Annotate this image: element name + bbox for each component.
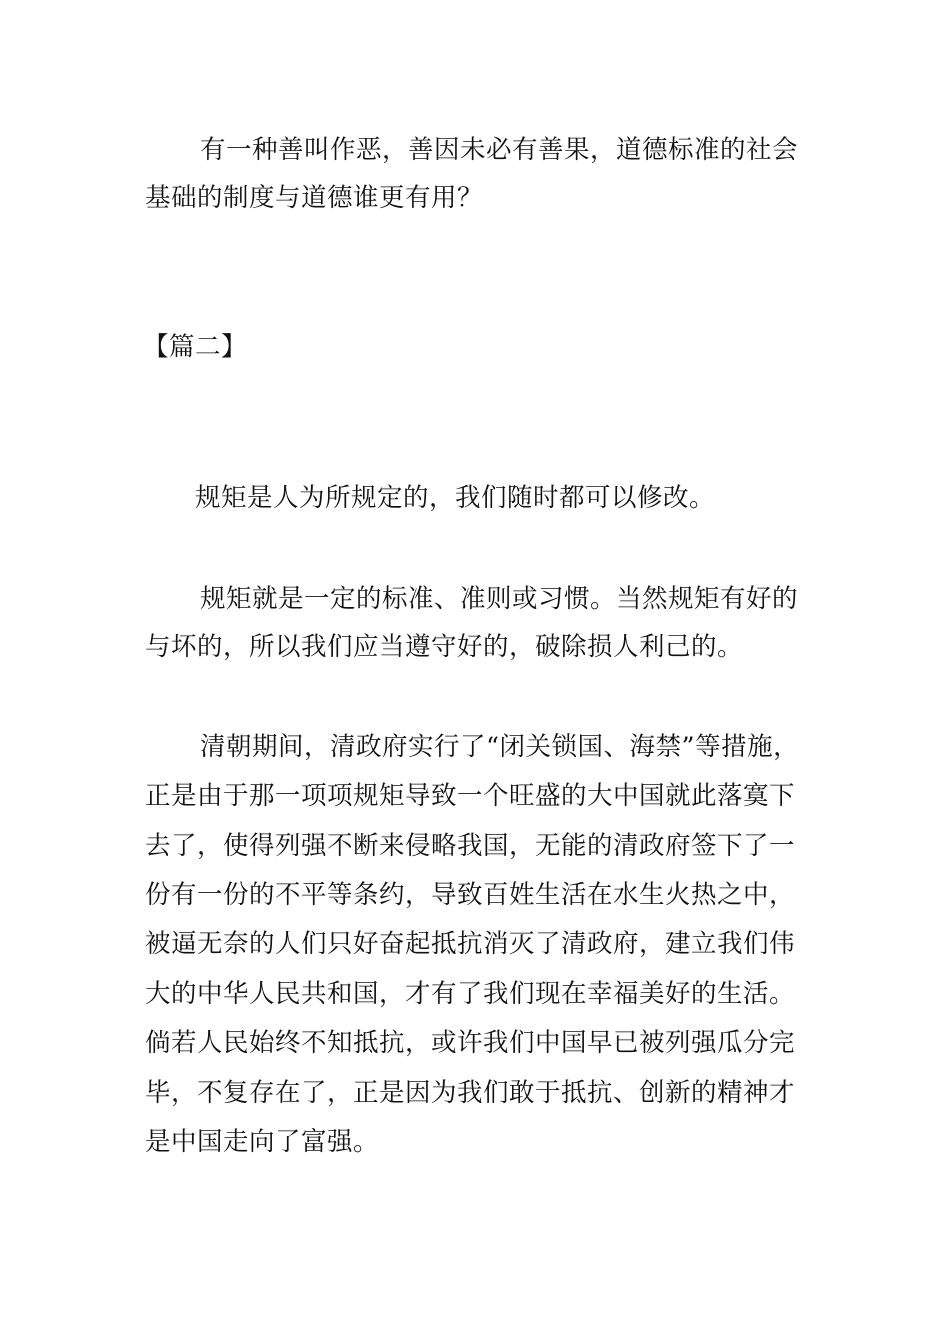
paragraph-3-line-1: 规矩就是一定的标准、准则或习惯。当然规矩有好的 (200, 584, 799, 614)
paragraph-4-line-1: 清朝期间，清政府实行了“闭关锁国、海禁”等措施， (200, 732, 800, 762)
paragraph-4-line-2: 正是由于那一项项规矩导致一个旺盛的大中国就此落寞下 (145, 781, 796, 811)
paragraph-1-line-2: 基础的制度与道德谁更有用？ (145, 183, 484, 213)
paragraph-1-line-1: 有一种善叫作恶，善因未必有善果，道德标准的社会 (200, 135, 799, 165)
paragraph-3-line-2: 与坏的，所以我们应当遵守好的，破除损人利己的。 (145, 632, 744, 662)
paragraph-2-line-1: 规矩是人为所规定的，我们随时都可以修改。 (195, 483, 716, 513)
paragraph-4-line-9: 是中国走向了富强。 (145, 1127, 380, 1157)
paragraph-4-line-4: 份有一份的不平等条约，导致百姓生活在水生火热之中， (145, 880, 796, 910)
paragraph-4-line-5: 被逼无奈的人们只好奋起抵抗消灭了清政府，建立我们伟 (145, 929, 796, 959)
paragraph-4-line-6: 大的中华人民共和国，才有了我们现在幸福美好的生活。 (145, 979, 796, 1009)
paragraph-4-line-7: 倘若人民始终不知抵抗，或许我们中国早已被列强瓜分完 (145, 1028, 796, 1058)
paragraph-4-line-3: 去了，使得列强不断来侵略我国，无能的清政府签下了一 (145, 831, 796, 861)
paragraph-4-line-8: 毕，不复存在了，正是因为我们敢于抵抗、创新的精神才 (145, 1078, 796, 1108)
section-heading: 【篇二】 (143, 332, 248, 362)
